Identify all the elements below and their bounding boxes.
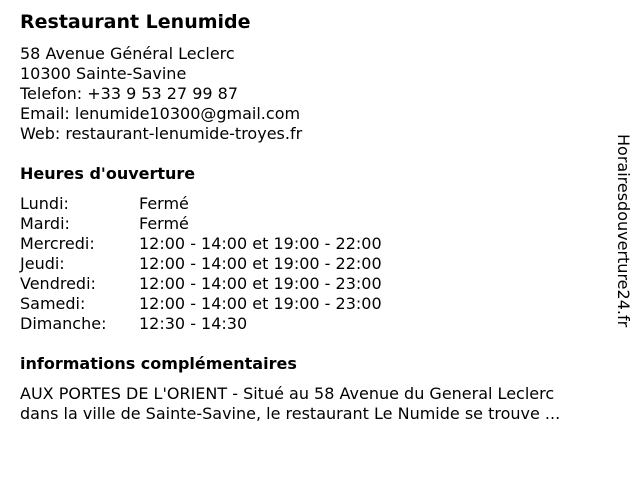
day-hours: 12:00 - 14:00 et 19:00 - 22:00 xyxy=(139,254,382,273)
site-watermark: Horairesdouverture24.fr xyxy=(614,134,633,328)
day-label: Vendredi: xyxy=(20,274,96,293)
day-label: Lundi: xyxy=(20,194,69,213)
day-label: Dimanche: xyxy=(20,314,107,333)
website-address: Web: restaurant-lenumide-troyes.fr xyxy=(20,124,303,143)
extra-info-line1: AUX PORTES DE L'ORIENT - Situé au 58 Avenue du General Leclerc xyxy=(20,384,555,403)
hours-heading: Heures d'ouverture xyxy=(20,164,196,183)
address-line1: 58 Avenue Général Leclerc xyxy=(20,44,235,63)
day-label: Jeudi: xyxy=(20,254,65,273)
extra-info-line2: dans la ville de Sainte-Savine, le restaurant Le Numide se trouve ... xyxy=(20,404,561,423)
address-line2: 10300 Sainte-Savine xyxy=(20,64,187,83)
day-label: Samedi: xyxy=(20,294,86,313)
day-hours: 12:00 - 14:00 et 19:00 - 22:00 xyxy=(139,234,382,253)
day-hours: 12:00 - 14:00 et 19:00 - 23:00 xyxy=(139,294,382,313)
extra-info-heading: informations complémentaires xyxy=(20,354,297,373)
day-label: Mercredi: xyxy=(20,234,95,253)
day-hours: 12:00 - 14:00 et 19:00 - 23:00 xyxy=(139,274,382,293)
restaurant-name: Restaurant Lenumide xyxy=(20,11,251,33)
day-label: Mardi: xyxy=(20,214,70,233)
extra-info-text xyxy=(20,384,620,424)
day-hours: 12:30 - 14:30 xyxy=(139,314,248,333)
day-hours: Fermé xyxy=(139,194,189,213)
contact-info xyxy=(20,44,302,144)
phone-number: Telefon: +33 9 53 27 99 87 xyxy=(20,84,239,103)
day-hours: Fermé xyxy=(139,214,189,233)
email-address: Email: lenumide10300@gmail.com xyxy=(20,104,301,123)
